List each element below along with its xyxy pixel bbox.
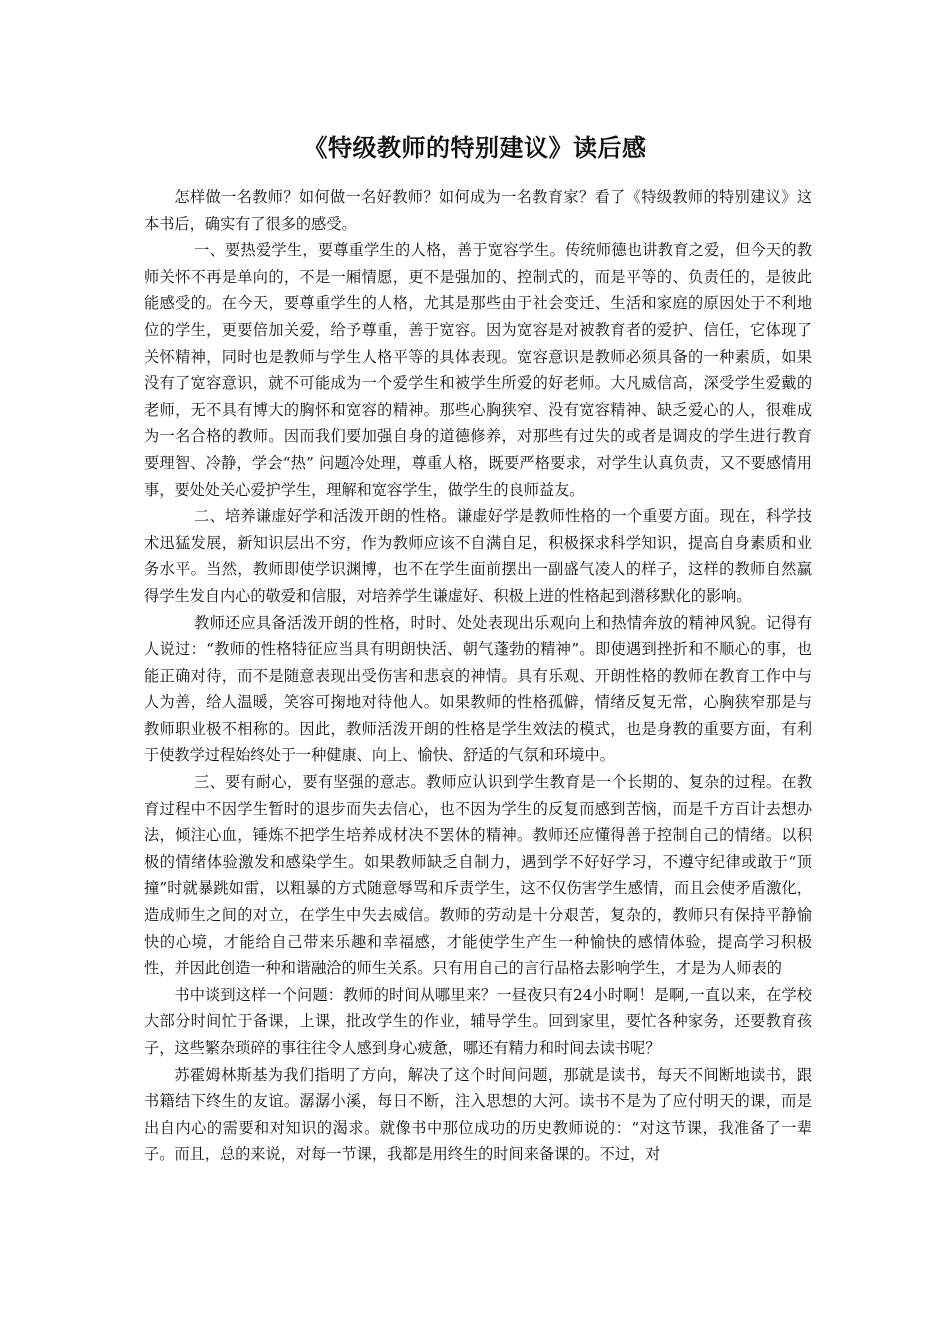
document-title: 《特级教师的特别建议》读后感 <box>303 133 647 162</box>
paragraph-reading: 苏霍姆林斯基为我们指明了方向，解决了这个时间问题，那就是读书，每天不间断地读书，跟书籍结下终生的友谊。潺潺小溪，每日不断，注入思想的大河。读书不是为了应付明天的课，而是出自内心的需要和对知识的渴求。就像书中那位成功的历史教师说的：“对这节课，我准备了一辈子。而且，总的来说，对每一节课，我都是用终生的时间来备课的。不过，对 <box>144 1065 812 1164</box>
document-body <box>144 184 812 1168</box>
paragraph-point-two: 二、培养谦虚好学和活泼开朗的性格。谦虚好学是教师性格的一个重要方面。现在，科学技术迅猛发展，新知识层出不穷，作为教师应该不自满自足，积极探求科学知识，提高自身素质和业务水平。当然，教师即使学识渊博，也不在学生面前摆出一副盛气凌人的样子，这样的教师自然赢得学生发自内心的敬爱和信服，对培养学生谦虚好、积极上进的性格起到潜移默化的影响。 <box>144 507 812 605</box>
paragraph-point-one: 一、要热爱学生，要尊重学生的人格，善于宽容学生。传统师德也讲教育之爱，但今天的教师关怀不再是单向的，不是一厢情愿，更不是强加的、控制式的，而是平等的、负责任的，是彼此能感受的。在今天，要尊重学生的人格，尤其是那些由于社会变迁、生活和家庭的原因处于不利地位的学生，更要倍加关爱，给予尊重，善于宽容。因为宽容是对被教育者的爱护、信任，它体现了关怀精神，同时也是教师与学生人格平等的具体表现。宽容意识是教师必须具备的一种素质，如果没有了宽容意识，就不可能成为一个爱学生和被学生所爱的好老师。大凡威信高，深受学生爱戴的老师，无不具有博大的胸怀和宽容的精神。那些心胸狭窄、没有宽容精神、缺乏爱心的人，很难成为一名合格的教师。因而我们要加强自身的道德修养，对那些有过失的或者是调皮的学生进行教育要理智、冷静，学会“热” 问题冷处理，尊重人格，既要严格要求，对学生认真负责，又不要感情用事，要处处关心爱护学生，理解和宽容学生，做学生的良师益友。 <box>144 241 812 499</box>
paragraph-time-question: 书中谈到这样一个问题：教师的时间从哪里来？一昼夜只有24小时啊！是啊,一直以来，在学校大部分时间忙于备课，上课，批改学生的作业，辅导学生。回到家里，要忙各种家务，还要教育孩子，这些繁杂琐碎的事往往令人感到身心疲惫，哪还有精力和时间去读书呢？ <box>144 985 812 1057</box>
paragraph-point-two-continued: 教师还应具备活泼开朗的性格，时时、处处表现出乐观向上和热情奔放的精神风貌。记得有人说过：“教师的性格特征应当具有明朗快活、朝气蓬勃的精神”。即使遇到挫折和不顺心的事，也能正确对待，而不是随意表现出受伤害和悲哀的神情。具有乐观、开朗性格的教师在教育工作中与人为善，给人温暖，笑容可掬地对待他人。如果教师的性格孤僻，情绪反复无常，心胸狭窄那是与教师职业极不相称的。因此，教师活泼开朗的性格是学生效法的模式，也是身教的重要方面，有利于使教学过程始终处于一种健康、向上、愉快、舒适的气氛和环境中。 <box>144 613 812 765</box>
paragraph-point-three: 三、要有耐心，要有坚强的意志。教师应认识到学生教育是一个长期的、复杂的过程。在教育过程中不因学生暂时的退步而失去信心，也不因为学生的反复而感到苦恼，而是千方百计去想办法，倾注心血，锤炼不把学生培养成材决不罢休的精神。教师还应懂得善于控制自己的情绪。以积极的情绪体验激发和感染学生。如果教师缺乏自制力，遇到学不好好学习，不遵守纪律或敢于“顶撞”时就暴跳如雷，以粗暴的方式随意辱骂和斥责学生，这不仅伤害学生感情，而且会使矛盾激化，造成师生之间的对立，在学生中失去威信。教师的劳动是十分艰苦，复杂的，教师只有保持平静愉快的心境，才能给自己带来乐趣和幸福感，才能使学生产生一种愉快的感情体验，提高学习积极性，并因此创造一种和谐融洽的师生关系。只有用自己的言行品格去影响学生，才是为人师表的 <box>144 773 812 978</box>
paragraph-intro: 怎样做一名教师？如何做一名好教师？如何成为一名教育家？看了《特级教师的特别建议》这本书后，确实有了很多的感受。 <box>144 188 812 233</box>
